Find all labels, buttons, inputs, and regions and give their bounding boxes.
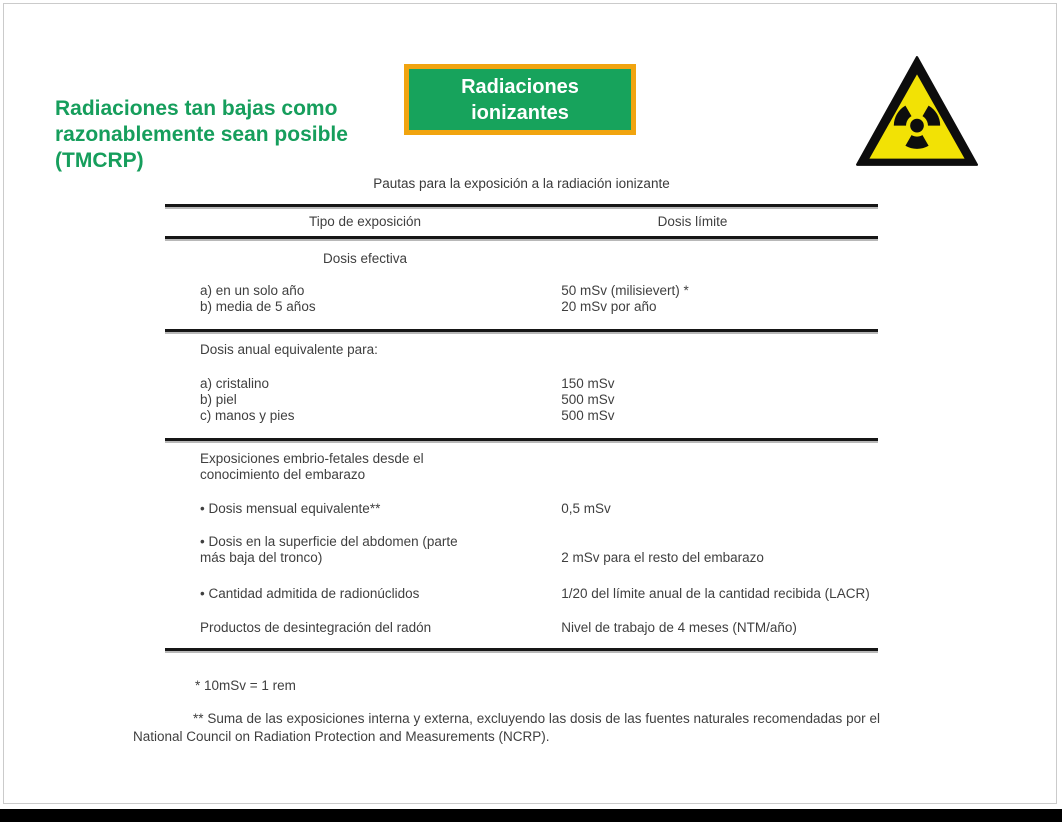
column-header-exposure-type: Tipo de exposición: [308, 213, 422, 229]
row-value: 20 mSv por año: [561, 299, 657, 314]
table-row: [165, 501, 878, 517]
row-value: 500 mSv: [561, 408, 615, 423]
row-label: b) media de 5 años: [200, 299, 316, 314]
row-label: b) piel: [200, 392, 237, 407]
table-header-row: [165, 207, 878, 236]
alara-note-text: Radiaciones tan bajas como razonablemente sean posible (TMCRP): [55, 97, 348, 172]
footnote-rem-conversion: * 10mSv = 1 rem: [195, 678, 296, 693]
row-value: Nivel de trabajo de 4 meses (NTM/año): [561, 620, 797, 635]
exposure-guidelines-table: [165, 176, 878, 651]
table-rule-header: [165, 236, 878, 239]
radiation-trefoil-icon: [856, 56, 978, 166]
row-value: 0,5 mSv: [561, 501, 611, 516]
row-label: a) en un solo año: [200, 283, 305, 298]
column-header-dose-limit: Dosis límite: [657, 213, 728, 229]
row-label: • Dosis en la superficie del abdomen (parte más baja del tronco): [200, 534, 458, 565]
row-label: a) cristalino: [200, 376, 270, 391]
row-label: c) manos y pies: [200, 408, 295, 423]
table-row: [165, 534, 878, 566]
row-value: 1/20 del límite anual de la cantidad recibida (LACR): [561, 586, 870, 601]
spacer: [165, 483, 878, 501]
section-header-annual-equivalent: Dosis anual equivalente para:: [200, 342, 378, 357]
bottom-black-bar: [0, 809, 1062, 822]
table-row: [165, 299, 878, 315]
section-header-effective-dose: Dosis efectiva: [322, 251, 408, 266]
table-row: [165, 392, 878, 408]
table-rule-section2: [165, 438, 878, 441]
footnote-ncrp: ** Suma de las exposiciones interna y externa, excluyendo las dosis de las fuentes naturales recomendadas por el National Council on Radiation Protection and Measurements (NCRP).: [133, 711, 880, 744]
table-rule-bottom: [165, 648, 878, 651]
title-banner-label: Radiaciones ionizantes: [461, 75, 579, 124]
row-value: 50 mSv (milisievert) *: [561, 283, 689, 298]
table-row: [165, 408, 878, 424]
table-row: [165, 376, 878, 392]
section-header-embryo-fetal: Exposiciones embrio-fetales desde el conocimiento del embarazo: [200, 451, 424, 482]
table-row: [165, 283, 878, 299]
row-value: 2 mSv para el resto del embarazo: [561, 550, 764, 565]
title-banner: [404, 64, 636, 135]
spacer: [165, 602, 878, 620]
table-row: [165, 586, 878, 602]
spacer: [165, 566, 878, 586]
row-value: 150 mSv: [561, 376, 615, 391]
row-label: • Dosis mensual equivalente**: [200, 501, 381, 516]
row-label: Productos de desintegración del radón: [200, 620, 432, 635]
spacer: [165, 517, 878, 534]
table-title: Pautas para la exposición a la radiación ionizante: [373, 176, 670, 191]
table-row: [165, 620, 878, 636]
row-label: • Cantidad admitida de radionúclidos: [200, 586, 420, 601]
row-value: 500 mSv: [561, 392, 615, 407]
table-rule-section1: [165, 329, 878, 332]
